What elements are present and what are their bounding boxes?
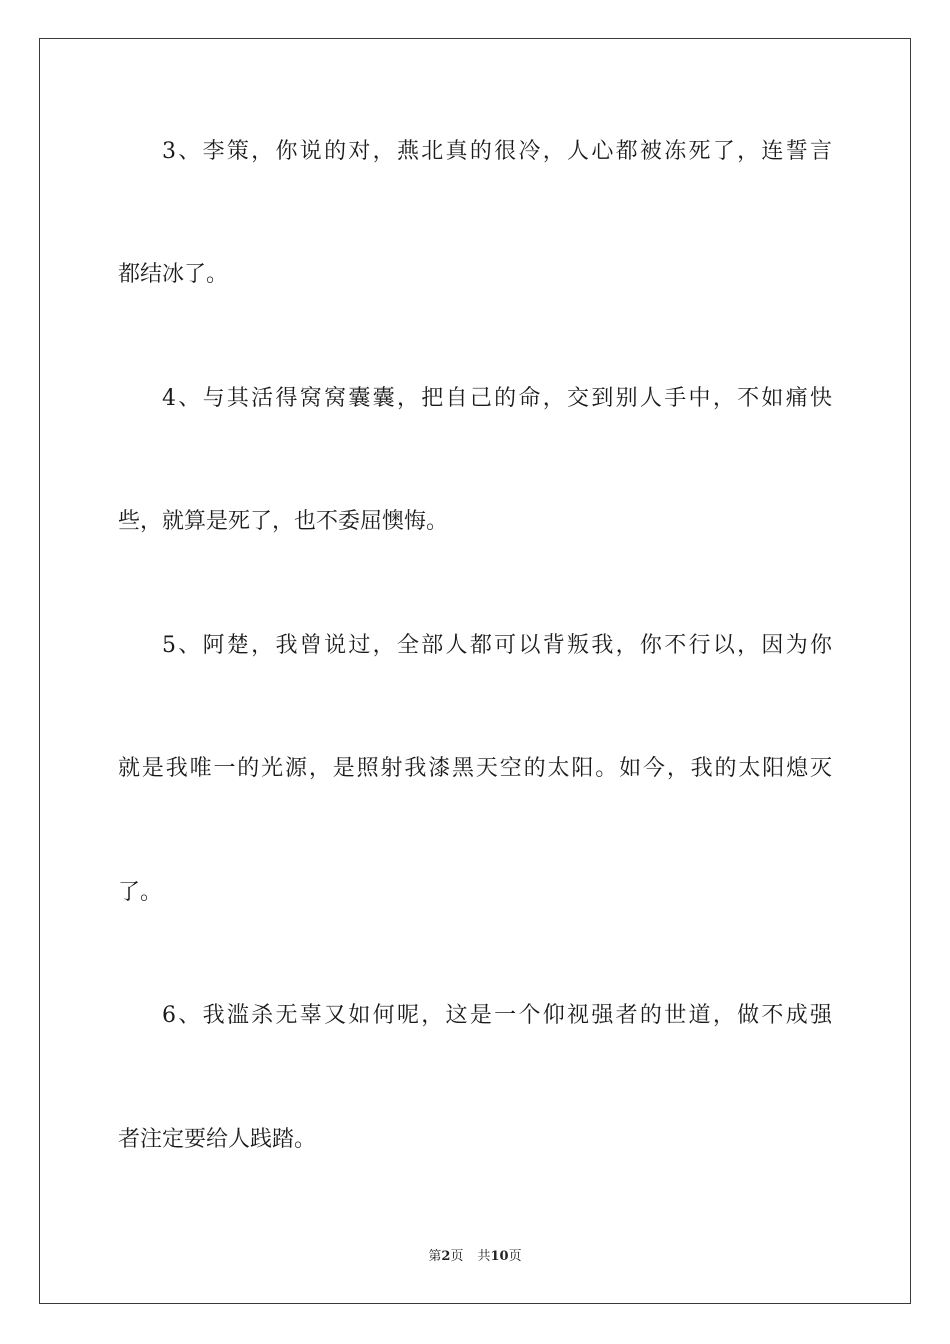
page-number: 2	[441, 1249, 451, 1264]
page-footer	[0, 1245, 950, 1264]
paragraph-3-line-1: 3、李策，你说的对，燕北真的很冷，人心都被冻死了，连誓言	[162, 139, 832, 164]
total-prefix: 共	[477, 1249, 491, 1264]
paragraph-4-line-1: 4、与其活得窝窝囊囊，把自己的命，交到别人手中，不如痛快	[162, 386, 832, 411]
page-frame	[39, 38, 911, 1304]
paragraph-5-line-1: 5、阿楚，我曾说过，全部人都可以背叛我，你不行以，因为你	[162, 633, 832, 658]
paragraph-5-line-2: 就是我唯一的光源，是照射我漆黑天空的太阳。如今，我的太阳熄灭	[118, 756, 832, 781]
total-suffix: 页	[508, 1249, 522, 1264]
paragraph-6-line-2: 者注定要给人践踏。	[118, 1127, 317, 1152]
total-pages: 10	[490, 1249, 509, 1264]
paragraph-4-line-2: 些，就算是死了，也不委屈懊悔。	[118, 509, 449, 534]
paragraph-5-line-3: 了。	[118, 880, 163, 905]
page-suffix: 页	[450, 1249, 464, 1264]
paragraph-6-line-1: 6、我滥杀无辜又如何呢，这是一个仰视强者的世道，做不成强	[162, 1003, 832, 1028]
paragraph-3-line-2: 都结冰了。	[118, 262, 229, 287]
page-prefix: 第	[428, 1249, 442, 1264]
